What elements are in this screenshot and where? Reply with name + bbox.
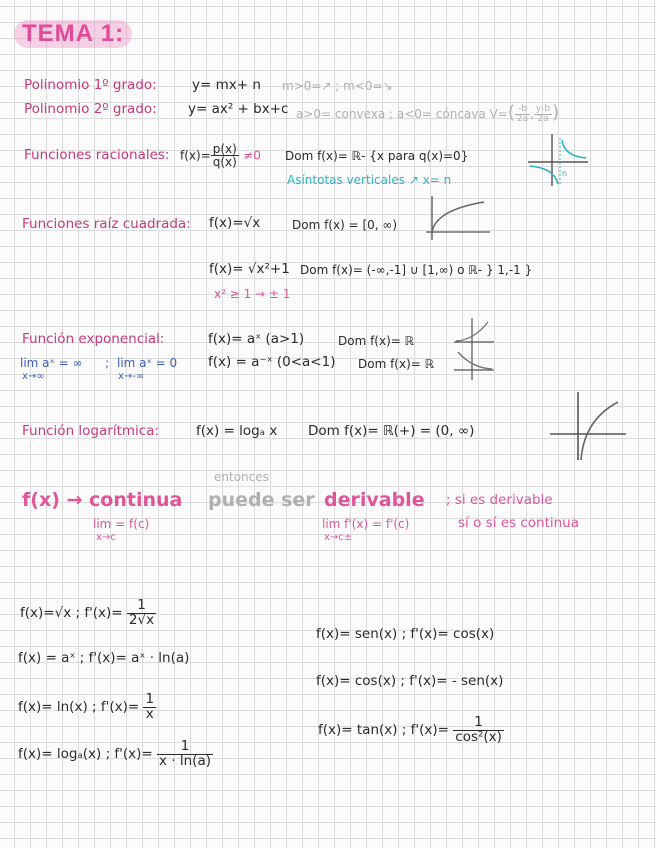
derivative-cos: f(x)= cos(x) ; f'(x)= - sen(x) — [316, 673, 504, 689]
sqrt-dom2: Dom f(x)= (-∞,-1] ∪ [1,∞) o ℝ- } 1,-1 } — [300, 263, 533, 277]
polynomial-1-label: Polinomio 1º grado: — [24, 77, 157, 93]
continuity-limit-sub: x→c — [96, 532, 116, 543]
sqrt-condition: x² ≥ 1 → ± 1 — [214, 287, 291, 301]
vertex-y-fraction — [534, 105, 552, 124]
continuity-limit: lim = f(c) — [93, 517, 150, 531]
exponential-f2: f(x) = a⁻ˣ (0<a<1) — [208, 354, 336, 370]
sqrt-label: Funciones raíz cuadrada: — [22, 216, 191, 232]
derivative-ln — [18, 693, 156, 721]
derivative-tan-f: f(x)= tan(x) — [318, 722, 398, 738]
polynomial-2-note: a>0= convexa ; a<0= cóncava V=( $\frac{-b}{2a}$ , $\frac{y-b}{2a}$ ) — [296, 102, 560, 124]
polynomial-2-note-text: a>0= convexa ; a<0= cóncava V= — [296, 107, 508, 121]
rational-asymptote: Asíntotas verticales ↗ x= n — [287, 173, 452, 187]
derivative-ln-f: f(x)= ln(x) — [18, 699, 88, 715]
si-derivable-text: ; si es derivable — [446, 492, 553, 508]
sqrt-f1: f(x)=√x — [209, 215, 261, 231]
continua-heading: f(x) → continua — [22, 489, 183, 511]
logarithmic-graph-icon — [548, 390, 628, 462]
derivability-limit: lim f'(x) = f'(c) — [322, 517, 410, 531]
polynomial-2-formula: y= ax² + bx+c — [188, 101, 289, 117]
derivative-sqrt-den: 2√x — [128, 611, 155, 628]
exponential-label: Función exponencial: — [22, 331, 165, 347]
puede-ser-heading: puede ser — [208, 489, 315, 511]
derivative-exponential: f(x) = aˣ ; f'(x)= aˣ · ln(a) — [18, 650, 190, 666]
asymptote-eq: x= n — [422, 173, 452, 187]
rational-formula — [180, 143, 261, 168]
rational-den: q(x) — [212, 155, 237, 169]
exponential-limit-sep: ; — [105, 356, 110, 370]
exponential-limit-2: lim aˣ = 0 — [117, 356, 178, 370]
logarithmic-label: Función logarítmica: — [22, 423, 160, 439]
derivable-heading: derivable — [324, 489, 425, 511]
rational-graph-label: n — [562, 169, 568, 178]
sqrt-f2: f(x)= √x²+1 — [209, 261, 290, 277]
derivative-tan — [318, 716, 504, 744]
rational-num: p(x) — [212, 142, 237, 156]
sqrt-dom1: Dom f(x) = [0, ∞) — [292, 218, 398, 232]
logarithmic-formula: f(x) = logₐ x — [196, 423, 278, 439]
polynomial-1-formula: y= mx+ n — [192, 77, 261, 93]
derivative-tan-sep: ; f'(x)= — [401, 722, 449, 738]
derivative-sen: f(x)= sen(x) ; f'(x)= cos(x) — [316, 626, 495, 642]
entonces-text: entonces — [214, 470, 269, 484]
exponential-limit-2-sub: x→-∞ — [118, 371, 145, 382]
polynomial-1-note: m>0=↗ ; m<0=↘ — [282, 79, 393, 93]
exponential-limit-1: lim aˣ = ∞ — [20, 356, 83, 370]
derivative-ln-sep: ; f'(x)= — [92, 699, 140, 715]
rational-neq: ≠0 — [243, 148, 261, 163]
rational-f-prefix: f(x)= — [180, 148, 211, 163]
vertex-y-num: y-b — [535, 104, 551, 114]
derivative-log-sep: ; f'(x)= — [105, 746, 153, 762]
derivative-log — [18, 740, 213, 768]
rational-graph-icon — [528, 134, 590, 188]
exponential-limit-1-sub: x→∞ — [22, 371, 45, 382]
vertex-x-num: -b — [515, 105, 530, 115]
derivative-tan-fraction — [453, 716, 504, 744]
derivability-limit-sub: x→c± — [324, 532, 353, 543]
exponential-dom2: Dom f(x)= ℝ — [358, 357, 435, 371]
vertex-y-den: 2a — [537, 114, 549, 124]
derivative-log-f: f(x)= logₐ(x) — [18, 746, 102, 762]
derivative-ln-num: 1 — [145, 691, 155, 707]
derivative-tan-num: 1 — [453, 716, 504, 731]
derivative-sqrt — [20, 599, 156, 627]
derivative-ln-den: x — [145, 705, 154, 722]
vertex-x-fraction — [515, 105, 530, 124]
derivative-sqrt-sep: ; f'(x)= — [75, 605, 123, 621]
derivative-sqrt-num: 1 — [127, 599, 156, 614]
page-title: TEMA 1: — [14, 20, 132, 48]
rational-label: Funciones racionales: — [24, 147, 170, 163]
derivative-log-num: 1 — [157, 740, 213, 755]
derivative-sqrt-fraction — [127, 599, 156, 627]
vertex-x-den: 2a — [516, 114, 529, 124]
logarithmic-domain: Dom f(x)= ℝ(+) = (0, ∞) — [308, 423, 475, 439]
polynomial-2-label: Polinomio 2º grado: — [24, 101, 157, 117]
exponential-dom1: Dom f(x)= ℝ — [338, 334, 415, 348]
asymptote-label: Asíntotas verticales — [287, 173, 405, 187]
derivative-sqrt-f: f(x)=√x — [20, 605, 72, 621]
derivative-ln-fraction — [143, 693, 156, 721]
rational-domain: Dom f(x)= ℝ- {x para q(x)=0} — [285, 149, 469, 163]
exponential-graph-icon — [452, 318, 496, 382]
derivative-log-den: x · ln(a) — [159, 752, 211, 769]
si-continua-text: sí o sí es continua — [458, 515, 579, 531]
derivative-log-fraction — [157, 740, 213, 768]
rational-fraction — [211, 143, 239, 168]
sqrt-graph-icon — [426, 196, 490, 240]
derivative-tan-den: cos²(x) — [455, 728, 502, 745]
exponential-f1: f(x)= aˣ (a>1) — [208, 331, 305, 347]
